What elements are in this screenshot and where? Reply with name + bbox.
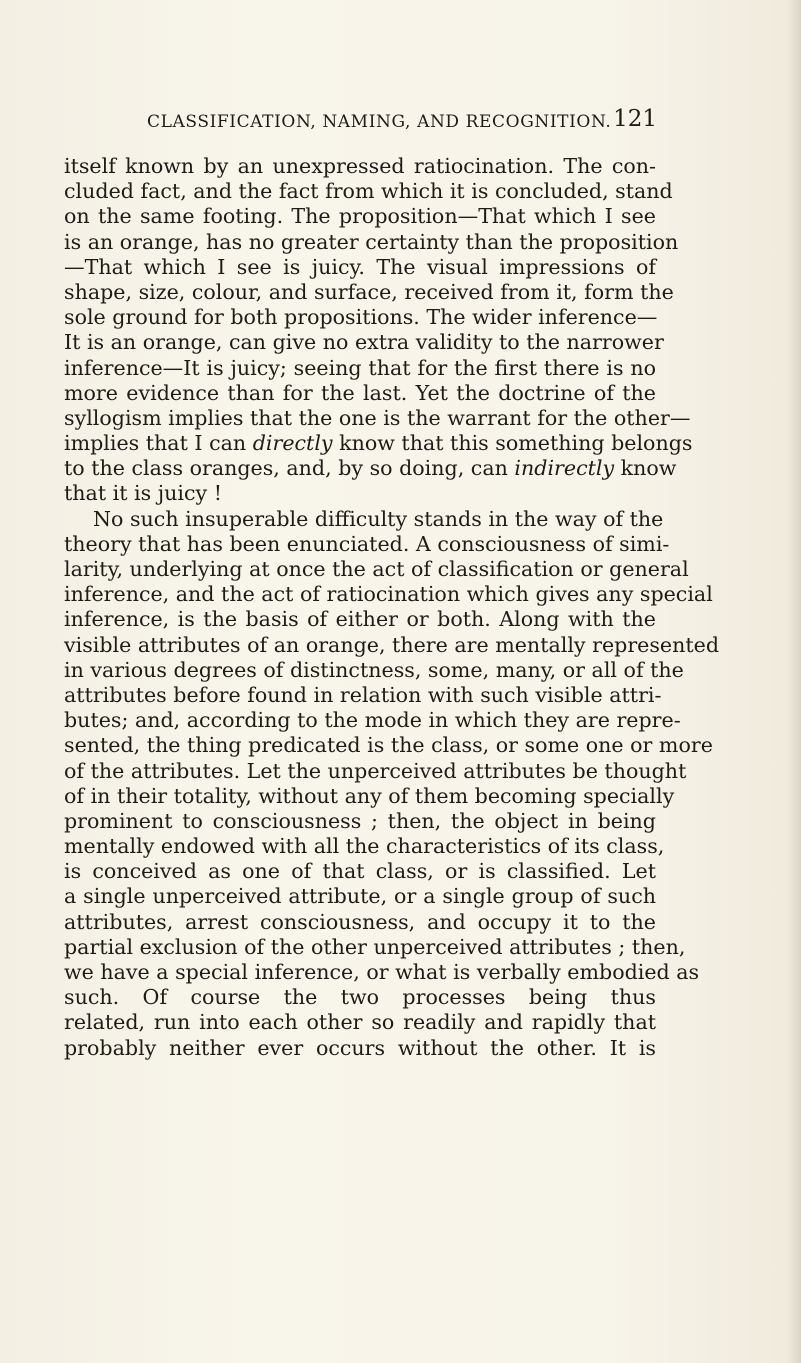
text-line: that it is juicy ! [64, 481, 222, 506]
text-line: inference—It is juicy; seeing that for the first there is no [64, 355, 656, 380]
text-run: know [614, 456, 677, 481]
text-line: sole ground for both propositions. The wider inference— [64, 305, 658, 330]
text-line [64, 431, 693, 456]
text-line: inference, is the basis of either or both. Along with the [64, 607, 656, 632]
body-text [64, 154, 720, 1061]
italic-word: directly [252, 431, 333, 456]
text-line: is conceived as one of that class, or is classified. Let [64, 859, 656, 884]
text-line: related, run into each other so readily and rapidly that [64, 1010, 656, 1035]
page-edge-shadow [787, 0, 801, 1363]
page-number: 121 [613, 106, 657, 132]
text-line: attributes, arrest consciousness, and occupy it to the [64, 909, 656, 934]
text-line: theory that has been enunciated. A consciousness of simi- [64, 531, 670, 556]
text-run: to the class oranges, and, by so doing, can [64, 456, 515, 481]
text-line: more evidence than for the last. Yet the doctrine of the [64, 380, 656, 405]
text-line: shape, size, colour, and surface, received from it, form the [64, 279, 674, 304]
text-line: larity, underlying at once the act of classification or general [64, 557, 689, 581]
italic-word: indirectly [514, 456, 615, 481]
text-line: of the attributes. Let the unperceived attributes be thought [64, 758, 687, 783]
text-line: butes; and, according to the mode in which they are repre- [64, 708, 681, 733]
text-line: visible attributes of an orange, there are mentally represented [64, 632, 720, 657]
text-line: on the same footing. The proposition—That which I see [64, 204, 656, 229]
text-line: is an orange, has no greater certainty than the proposition [64, 229, 679, 254]
text-line: It is an orange, can give no extra validity to the narrower [64, 330, 664, 355]
text-line: —That which I see is juicy. The visual impressions of [64, 254, 656, 279]
text-line: syllogism implies that the one is the warrant for the other— [64, 405, 691, 430]
text-line: mentally endowed with all the characteristics of its class, [64, 834, 665, 859]
text-line: prominent to consciousness ; then, the object in being [64, 808, 656, 833]
text-line: itself known by an unexpressed ratiocination. The con- [64, 154, 656, 178]
text-line: we have a special inference, or what is verbally embodied as [64, 960, 700, 984]
text-line: cluded fact, and the fact from which it is concluded, stand [64, 179, 673, 204]
running-head [147, 106, 657, 138]
text-line: in various degrees of distinctness, some, many, or all of the [64, 657, 684, 682]
running-head-title: CLASSIFICATION, NAMING, AND RECOGNITION. [147, 112, 612, 132]
text-line: such. Of course the two processes being thus [64, 985, 656, 1010]
text-line: No such insuperable difficulty stands in the way of the [93, 506, 664, 531]
text-line: of in their totality, without any of them becoming specially [64, 783, 675, 808]
text-line: probably neither ever occurs without the other. It is [64, 1035, 656, 1060]
text-line: inference, and the act of ratiocination which gives any special [64, 582, 713, 607]
text-line: partial exclusion of the other unperceived attributes ; then, [64, 934, 686, 959]
text-run: know that this something belongs [332, 431, 693, 456]
text-line: a single unperceived attribute, or a single group of such [64, 884, 656, 909]
text-line: attributes before found in relation with such visible attri- [64, 682, 662, 707]
text-line: sented, the thing predicated is the class, or some one or more [64, 733, 713, 758]
text-line [64, 456, 677, 481]
text-run: implies that I can [64, 431, 253, 456]
